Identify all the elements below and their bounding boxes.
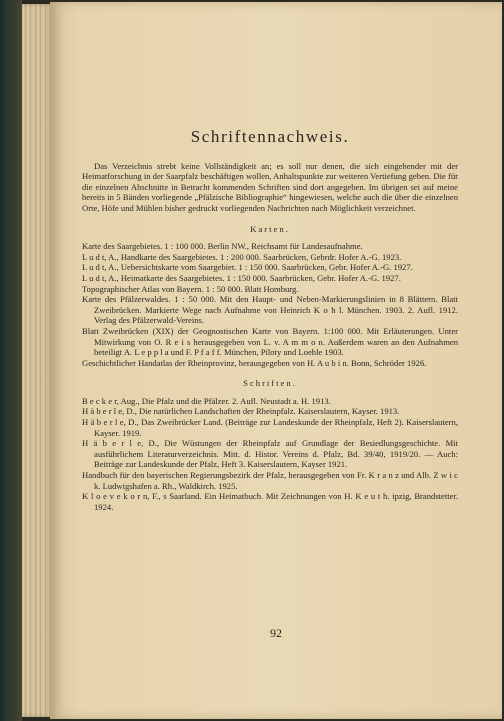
karten-entry: L u d t, A., Handkarte des Saargebietes. 1 : 200 000. Saarbrücken, Gebrdr. Hofer A.-G. 1923. [82,251,402,262]
page-title: Schriftennachweis. [190,127,350,146]
page-content [82,127,458,512]
karten-entry: L u d t, A., Heimatkarte des Saargebietes. 1 : 150 000. Saarbrücken, Gebr. Hofer A.-G. 1927. [82,272,401,283]
schriften-entry: K l o e v e k o r n, F., s Saarland. Ein Heimatbuch. Mit Zeichnungen von H. K e u t h. ipzig, Brandstetter. 1924. [82,491,458,512]
karten-entry: Blatt Zweibrücken (XIX) der Geognostischen Karte von Bayern. 1:100 000. Mit Erläuterungen. Unter Mitwirkung von O. R e i s herausgegeben von L. v. A m m o n. Außerdem waren an den Aufnahmen beteiligt A. L e p p l a und F. P f a f f. München, Piloty und Loehle 1903. [82,325,458,358]
karten-entry: Karte des Saargebietes. 1 : 100 000. Berlin NW., Reichsamt für Landesaufnahme. [82,241,363,252]
schriften-entry: H ä b e r l e, D., Das Zweibrücker Land. (Beiträge zur Landeskunde der Rheinpfalz, Heft 2). Kaiserslautern, Kayser. 1919. [82,417,458,438]
schriften-entry: Handbuch für den bayerischen Regierungsbezirk der Pfalz, herausgegeben von Fr. K r a n z und Alb. Z w i c k. Ludwigshafen a. Rh., Waldkirch. 1925. [82,470,458,491]
schriften-entry: B e c k e r, Aug., Die Pfalz und die Pfälzer. 2. Aufl. Neustadt a. H. 1913. [82,395,331,406]
karten-list [82,241,458,368]
page-number: 92 [270,626,282,640]
schriften-entry: H ä b e r l e, D., Die Wüstungen der Rheinpfalz auf Grundlage der Besiedlungsgeschichte. Mit ausführlichem Literaturverzeichnis. Mitt. d. Histor. Vereins d. Pfalz, Bd. 39/40, 1919/20. — Auch: Beiträge zur Landeskunde der Pfalz, Heft 3. Kaiserslautern, Kayser 1921. [82,438,458,470]
karten-entry: Topographischer Atlas von Bayern. 1 : 50 000. Blatt Homburg. [82,283,299,294]
schriften-entry: H ä b e r l e, D., Die natürlichen Landschaften der Rheinpfalz. Kaiserslautern, Kayser. 1913. [82,406,400,417]
schriften-list [82,396,458,513]
intro-paragraph: Das Verzeichnis strebt keine Vollständigkeit an; es soll nur denen, die sich eingehender mit der Heimatforschung in der Saarpfalz beschäftigen wollen, Anhaltspunkte zur weiteren Vertiefung geben. Die für die einzelnen Abschnitte in Betracht kommenden Schriften sind dort angegeben. Im übrigen sei auf meine bereits in 5 Bänden vorliegende „Pfälzische Bibliographie“ hingewiesen, welche auch die über die einzelnen Orte, Höfe und Mühlen bisher gedruckt vorliegenden Nachrichten nach Möglichkeit verzeichnet. [82,160,458,213]
book-binding [0,0,22,721]
karten-entry: L u d t, A., Uebersichtskarte vom Saargebiet. 1 : 150 000. Saarbrücken, Gebr. Hofer A.-G. 1927. [82,262,413,273]
karten-entry: Geschichtlicher Handatlas der Rheinprovinz, herausgegeben von H. A u b i n. Bonn, Schröder 1926. [82,357,427,368]
page-edges [22,4,52,717]
section-heading-schriften: Schriften. [243,378,297,389]
section-heading-karten: Karten. [250,223,290,234]
karten-entry: Karte des Pfälzerwaldes. 1 : 50 000. Mit den Haupt- und Neben-Markierungslinien in 8 Blättern. Blatt Zweibrücken. Markierte Wege nach Aufnahme von Heinrich K o h l. München. 1903. 2. Aufl. 1912. Verlag des Pfälzerwald-Vereins. [82,294,458,326]
